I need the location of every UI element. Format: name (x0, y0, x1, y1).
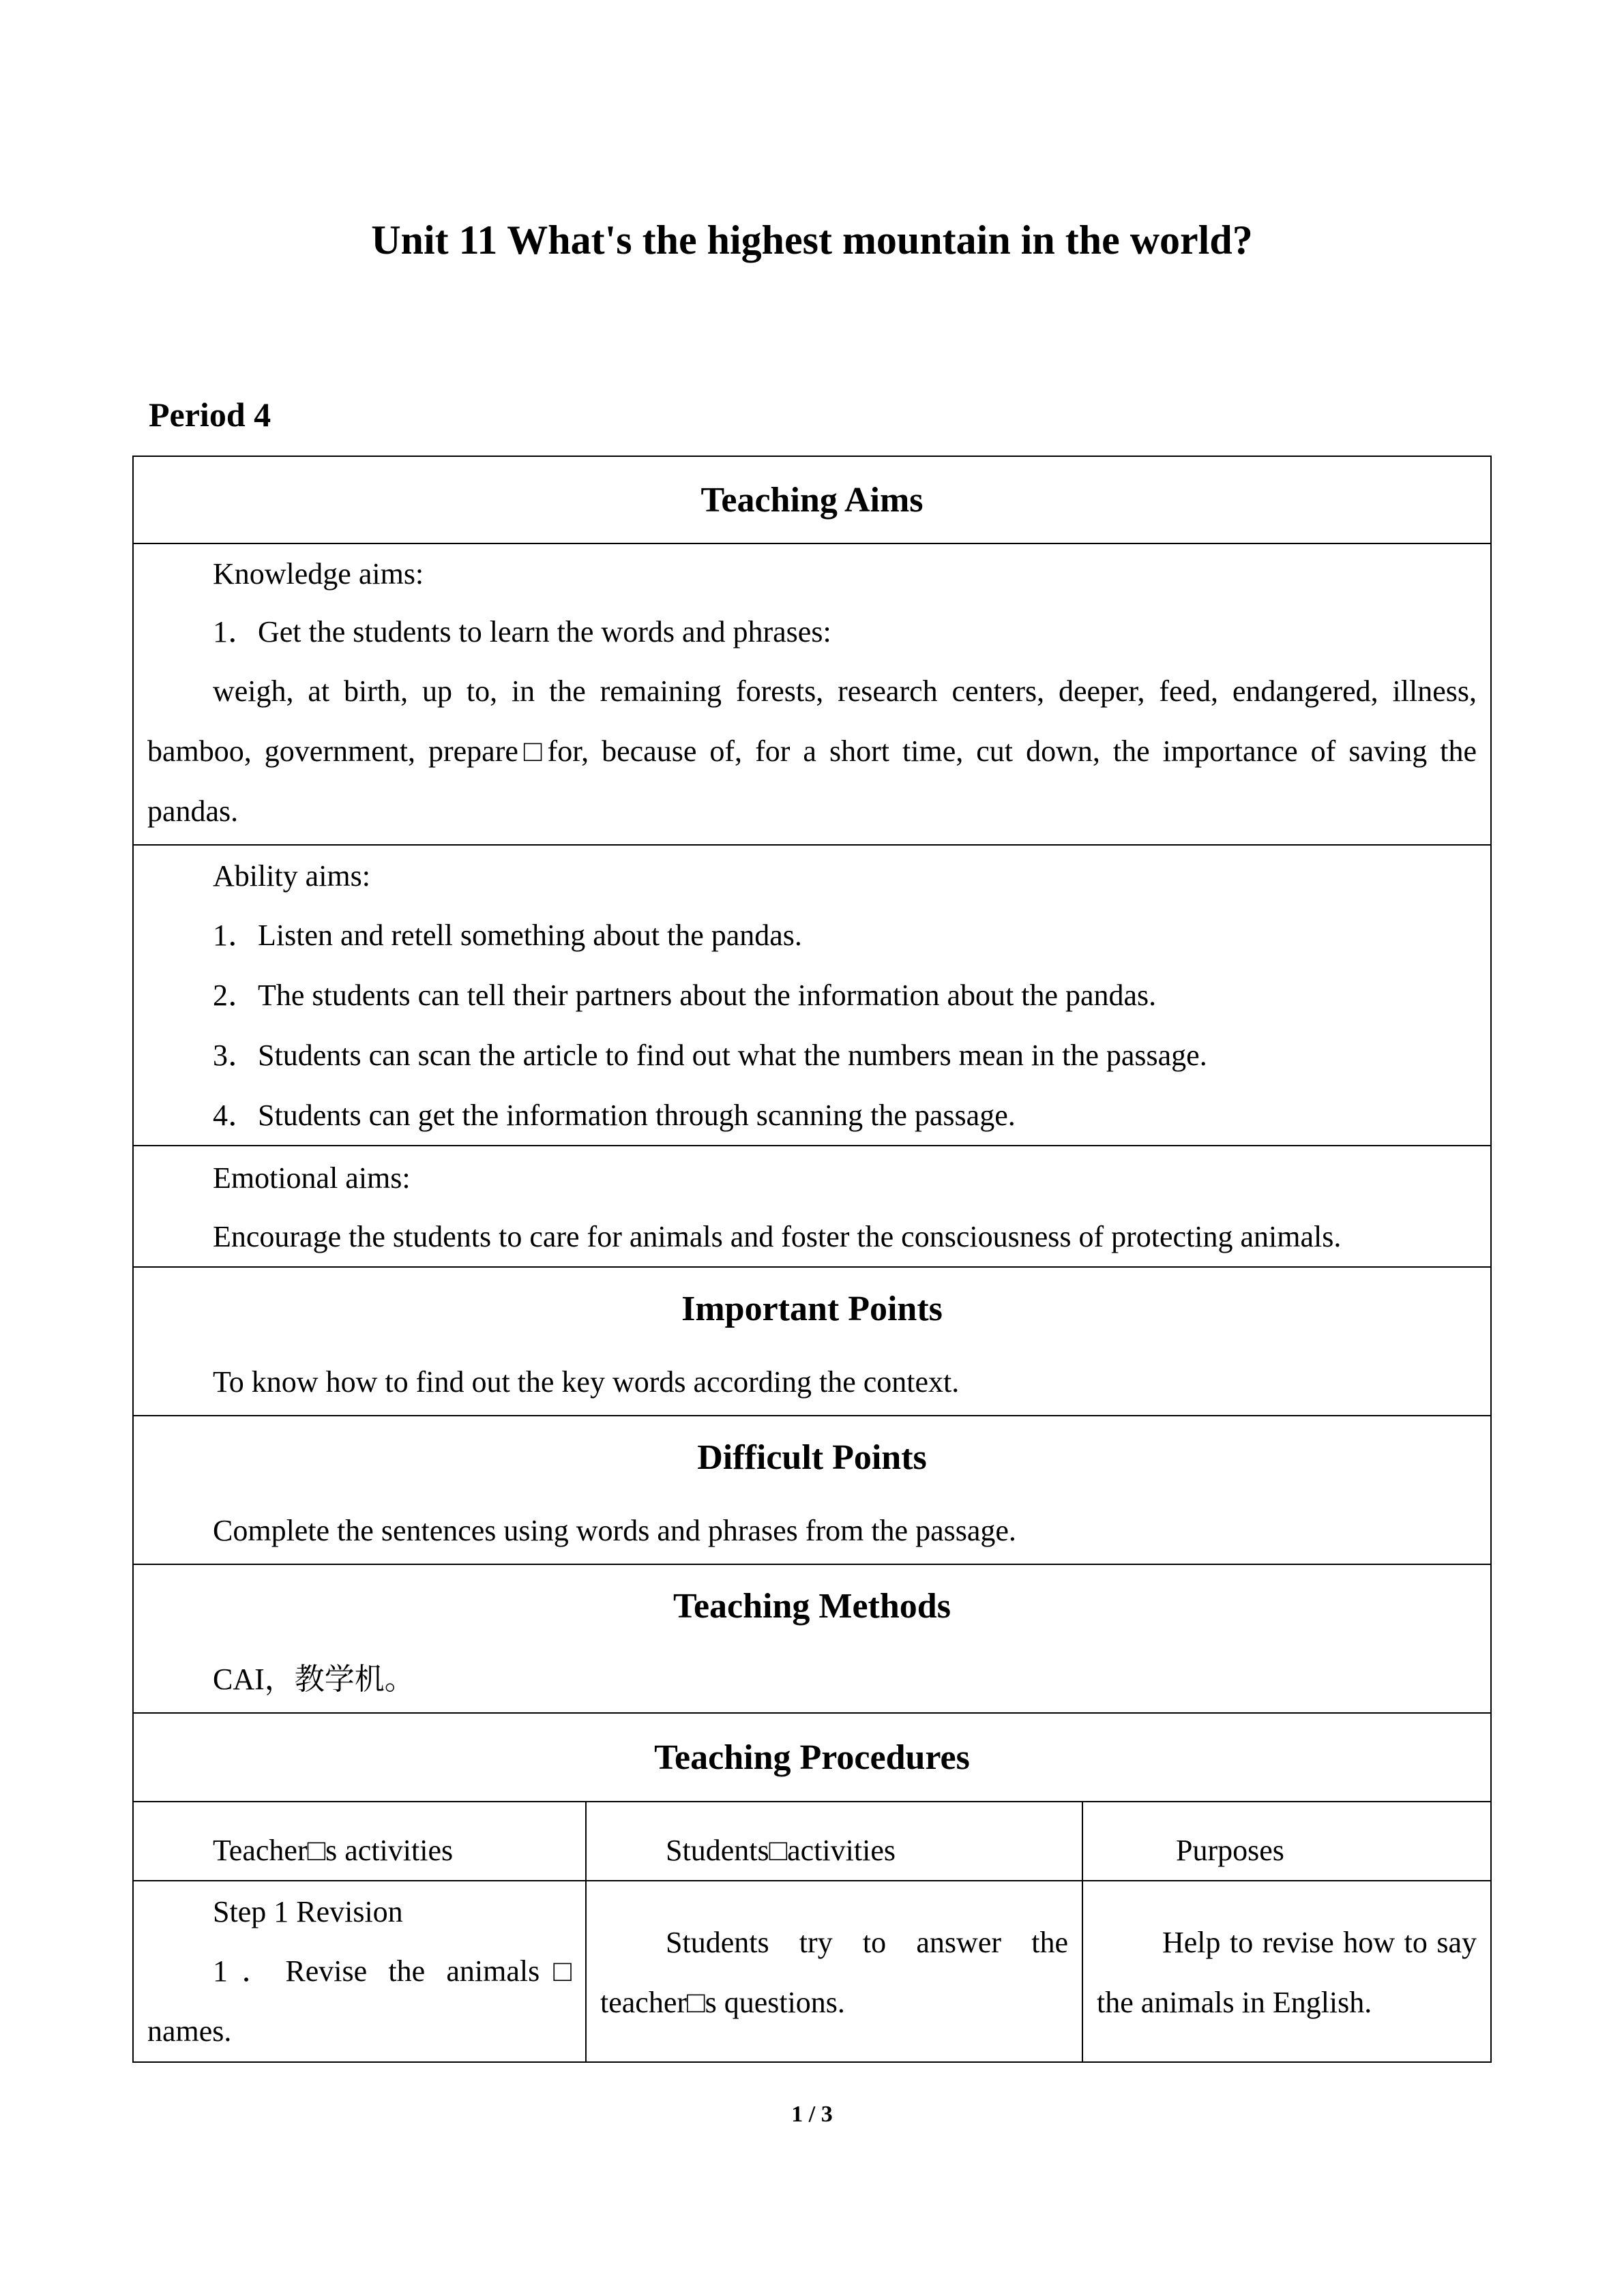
students-activity-text: Students try to answer the teacher□s questions. (600, 1926, 1068, 2019)
important-points-text: To know how to find out the key words according the context. (213, 1365, 960, 1399)
document-title: Unit 11 What's the highest mountain in the world? (371, 218, 1253, 263)
page-number: 1 / 3 (791, 2102, 833, 2127)
knowledge-aims-words: weigh, at birth, up to, in the remaining forests, research centers, deeper, feed, endangered, illness, bamboo, government, prepare□for, because of, for a short time, cut down, the importance of saving the pandas. (147, 674, 1477, 828)
teacher-step-title: Step 1 Revision (213, 1895, 403, 1928)
emotional-aims-label: Emotional aims: (213, 1161, 411, 1195)
emotional-aims-cell (132, 1146, 1492, 1268)
important-points-header: Important Points (681, 1289, 943, 1328)
knowledge-aims-label: Knowledge aims: (213, 557, 424, 591)
lesson-plan-table (132, 456, 1492, 2063)
important-points-section (132, 1268, 1492, 1416)
period-label: Period 4 (149, 396, 271, 434)
column-header-students: Students□activities (587, 1802, 1083, 1880)
teaching-procedures-header: Teaching Procedures (132, 1714, 1492, 1802)
knowledge-aims-item-1: 1．Get the students to learn the words and phrases: (213, 615, 831, 648)
knowledge-aims-cell (132, 544, 1492, 846)
ability-aims-cell (132, 846, 1492, 1146)
teaching-aims-header: Teaching Aims (132, 456, 1492, 544)
difficult-points-text: Complete the sentences using words and phrases from the passage. (213, 1514, 1016, 1547)
difficult-points-section (132, 1416, 1492, 1565)
ability-aims-item-3: 3．Students can scan the article to find out what the numbers mean in the passage. (213, 1039, 1207, 1072)
difficult-points-header: Difficult Points (697, 1437, 927, 1477)
column-header-teacher: Teacher□s activities (134, 1802, 587, 1880)
purpose-cell (1083, 1881, 1490, 2061)
procedures-column-headers (132, 1802, 1492, 1881)
emotional-aims-text: Encourage the students to care for animals and foster the consciousness of protecting animals. (213, 1220, 1342, 1253)
column-header-purposes: Purposes (1176, 1834, 1284, 1867)
teaching-methods-section (132, 1565, 1492, 1714)
ability-aims-label: Ability aims: (213, 859, 370, 893)
ability-aims-item-2: 2．The students can tell their partners about the information about the pandas. (213, 979, 1157, 1012)
table-row (132, 1881, 1492, 2063)
teaching-methods-text: CAI，教学机。 (213, 1663, 415, 1696)
teacher-activity-cell (134, 1881, 587, 2061)
teacher-step-item: 1．Revise the animals□ names. (147, 1954, 572, 2048)
teaching-methods-header: Teaching Methods (673, 1586, 951, 1626)
ability-aims-item-1: 1．Listen and retell something about the pandas. (213, 919, 802, 952)
purpose-text: Help to revise how to say the animals in English. (1097, 1926, 1477, 2019)
ability-aims-item-4: 4．Students can get the information through scanning the passage. (213, 1099, 1016, 1132)
students-activity-cell (587, 1881, 1083, 2061)
